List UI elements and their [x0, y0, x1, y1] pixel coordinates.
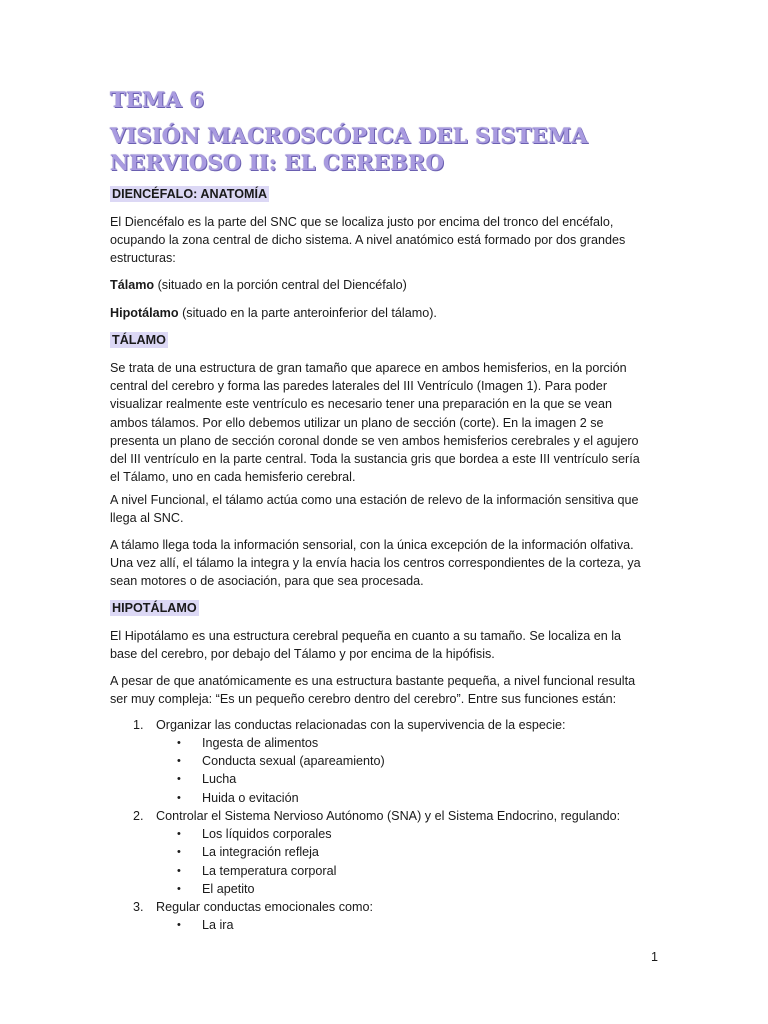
text-line: Una vez allí, el tálamo la integra y la envía hacia los centros correspondientes de la corteza, ya [110, 556, 641, 571]
list-item: Organizar las conductas relacionadas con la supervivencia de la especie: [156, 718, 566, 732]
page-title: TEMA 6 [110, 87, 205, 112]
text-line: ambos tálamos. Por ello debemos utilizar un plano de sección (corte). En la imagen 2 se [110, 415, 604, 430]
heading-highlight: HIPOTÁLAMO [112, 601, 197, 615]
text-line: Se trata de una estructura de gran tamaño que aparece en ambos hemisferios, en la porción [110, 361, 627, 375]
chapter-title-line-1: VISIÓN MACROSCÓPICA DEL SISTEMA [110, 123, 588, 148]
text-line: visualizar realmente este ventrículo es necesario tener una preparación en la que se vean [110, 397, 612, 412]
bullet-item: La temperatura corporal [202, 864, 337, 878]
section-heading-talamo [110, 331, 660, 349]
text-line: central del cerebro y forma las paredes laterales del III Ventrículo (Imagen 1). Para poder [110, 379, 608, 394]
list-item: Controlar el Sistema Nervioso Autónomo (SNA) y el Sistema Endocrino, regulando: [156, 809, 621, 823]
text-line: el Tálamo, uno en cada hemisferio cerebral. [110, 470, 356, 485]
bullet-item: Lucha [202, 772, 237, 786]
text-line: sean motores o de asociación, para que sea procesada. [110, 574, 424, 589]
text-line: A tálamo llega toda la información sensorial, con la única excepción de la información olfativa. [110, 538, 634, 552]
bullet-icon: • [177, 828, 181, 840]
text-line: estructuras: [110, 251, 176, 266]
chapter-title-line-2: NERVIOSO II: EL CEREBRO [110, 150, 445, 175]
bullet-icon: • [177, 737, 181, 749]
list-item: Regular conductas emocionales como: [156, 900, 374, 914]
bullet-icon: • [177, 755, 181, 767]
paragraph-hipotalamo-def [110, 304, 660, 322]
text-line: El Diencéfalo es la parte del SNC que se localiza justo por encima del tronco del encéfalo, [110, 215, 614, 229]
bullet-item: Los líquidos corporales [202, 827, 332, 841]
text-line: llega al SNC. [110, 511, 184, 526]
bullet-icon: • [177, 773, 181, 785]
text-line: El Hipotálamo es una estructura cerebral pequeña en cuanto a su tamaño. Se localiza en la [110, 629, 622, 643]
list-number: 3. [133, 900, 144, 914]
section-heading-diencefalo [110, 185, 660, 203]
bullet-item: La integración refleja [202, 845, 319, 859]
bullet-icon: • [177, 846, 181, 858]
paragraph-hipotalamo-1 [110, 627, 660, 663]
paragraph-talamo-2 [110, 491, 660, 527]
bullet-icon: • [177, 792, 181, 804]
bullet-icon: • [177, 865, 181, 877]
text-line: base del cerebro, por debajo del Tálamo y por encima de la hipófisis. [110, 647, 495, 662]
heading-highlight: TÁLAMO [112, 333, 166, 347]
bullet-icon: • [177, 919, 181, 931]
text-line: A nivel Funcional, el tálamo actúa como una estación de relevo de la información sensitiva que [110, 493, 639, 507]
text-line: ocupando la zona central de dicho sistema. A nivel anatómico está formado por dos grandes [110, 233, 626, 248]
term-talamo: Tálamo [110, 278, 155, 292]
paragraph-hipotalamo-2 [110, 672, 660, 708]
paragraph-talamo-1 [110, 359, 660, 486]
list-number: 2. [133, 809, 144, 823]
section-heading-hipotalamo [110, 599, 660, 617]
paragraph-diencefalo [110, 213, 660, 268]
bullet-item: Conducta sexual (apareamiento) [202, 754, 385, 768]
paragraph-talamo-3 [110, 536, 660, 591]
term-hipotalamo: Hipotálamo [110, 306, 179, 320]
heading-highlight: DIENCÉFALO: ANATOMÍA [112, 187, 268, 201]
text-line: presenta un plano de sección coronal donde se ven ambos hemisferios cerebrales y el agujero [110, 433, 639, 448]
text-line: del III ventrículo en la parte central. Toda la sustancia gris que bordea a este III ventrículo sería [110, 452, 640, 467]
list-number: 1. [133, 718, 144, 732]
bullet-item: La ira [202, 918, 234, 932]
text-line: A pesar de que anatómicamente es una estructura bastante pequeña, a nivel funcional resulta [110, 674, 636, 688]
paragraph-talamo-def [110, 276, 660, 294]
page-number: 1 [651, 950, 659, 964]
term-hipotalamo-desc: (situado en la parte anteroinferior del tálamo). [178, 306, 437, 320]
bullet-icon: • [177, 883, 181, 895]
bullet-item: El apetito [202, 882, 255, 896]
bullet-item: Huida o evitación [202, 791, 299, 805]
term-talamo-desc: (situado en la porción central del Diencéfalo) [154, 278, 407, 292]
bullet-item: Ingesta de alimentos [202, 736, 319, 750]
text-line: ser muy compleja: “Es un pequeño cerebro dentro del cerebro”. Entre sus funciones están: [110, 692, 617, 707]
